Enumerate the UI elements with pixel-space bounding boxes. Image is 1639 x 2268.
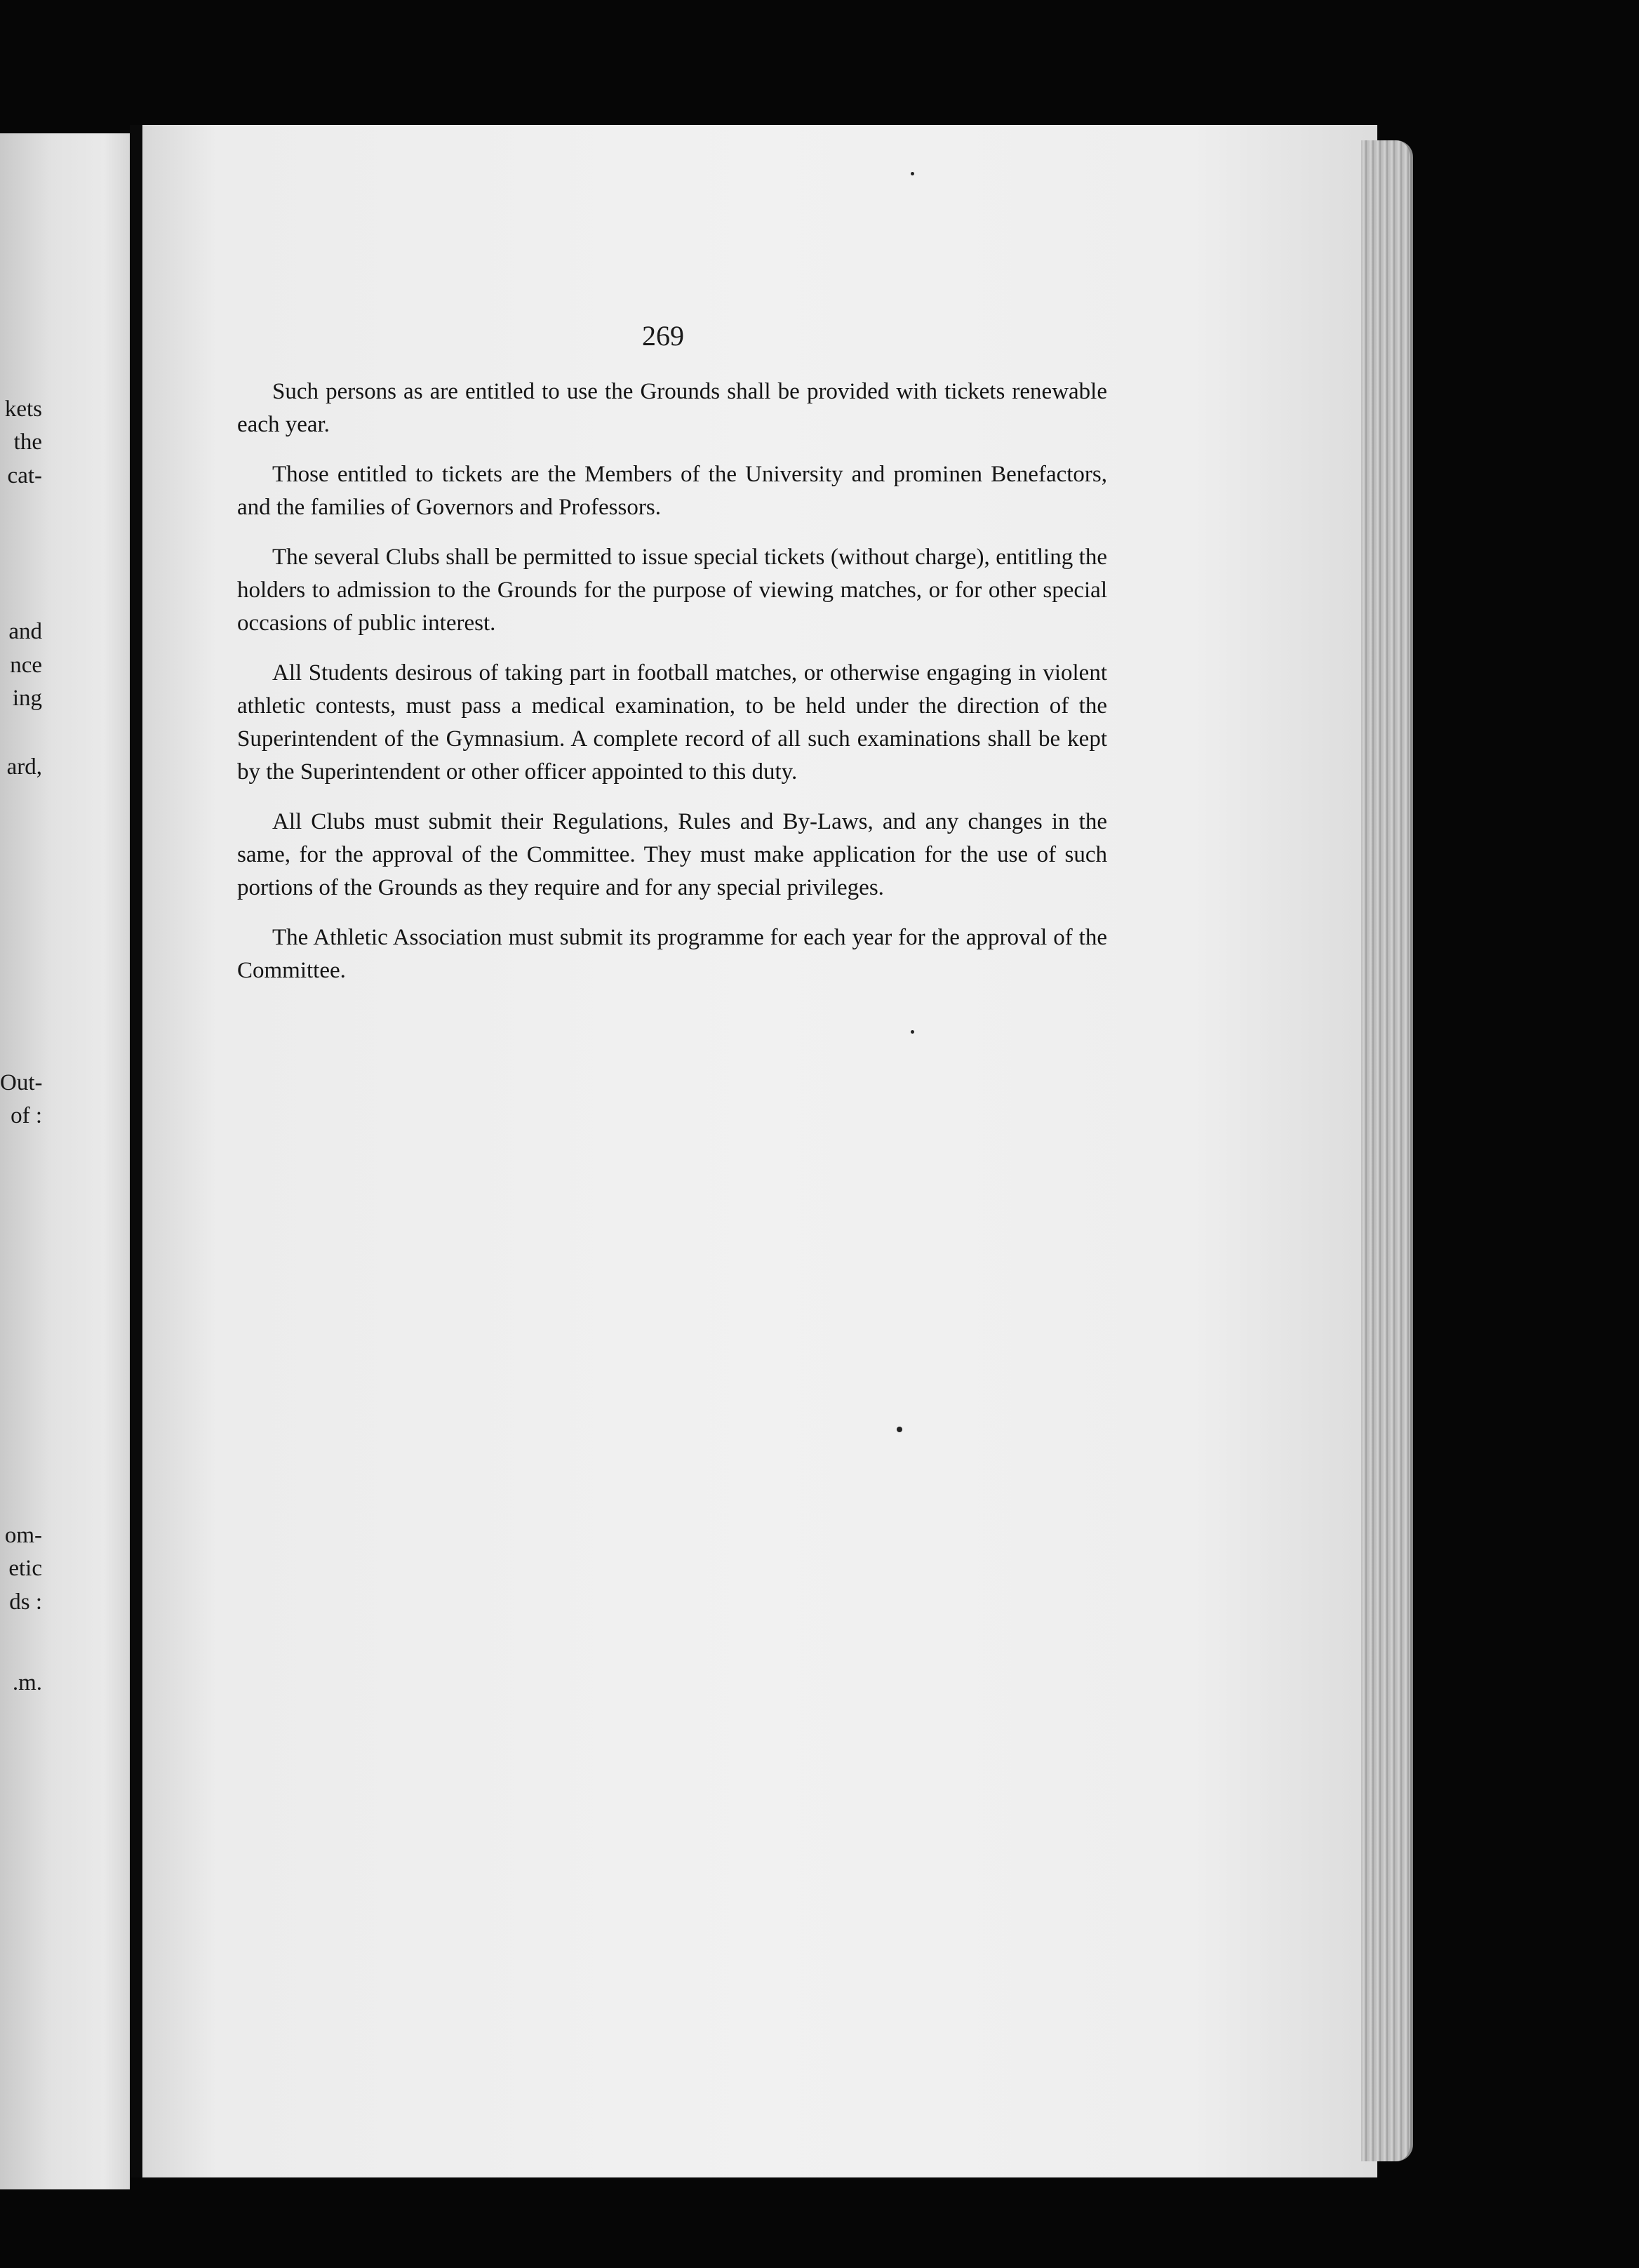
page-edges [1361,140,1413,2161]
ink-speck [897,1427,902,1432]
left-fragment-line: ing [12,686,42,711]
paragraph-club-tickets: The several Clubs shall be permitted to issue special tickets (without charge), entitling the holders to admission to the Grounds for the purpose of viewing matches, or for other special occasions of public interest. [237,545,1107,636]
paragraph-ticket-holders: Those entitled to tickets are the Members of the University and prominen Benefactors, and the families of Governors and Professors. [237,462,1107,520]
left-fragment-line: nce [10,653,42,678]
paragraph-tickets: Such persons as are entitled to use the Grounds shall be provided with tickets renewable each year. [237,379,1107,437]
page-number: 269 [642,320,684,352]
left-fragment-line: ds : [9,1589,42,1615]
paragraph-club-rules: All Clubs must submit their Regulations, Rules and By-Laws, and any changes in the same, for the approval of the Committee. They must make application for the use of such portions of the Grounds as they require and for any special privileges. [237,809,1107,900]
left-fragment-line: cat- [7,463,42,488]
ink-speck [911,172,914,175]
paragraph-athletic-association: The Athletic Association must submit its programme for each year for the approval of the Committee. [237,925,1107,983]
page-body [237,375,1107,1004]
left-fragment-line: ard, [6,754,42,780]
book-gutter [130,125,142,2177]
ink-speck [911,1030,914,1034]
left-fragment-line: om- [4,1523,42,1548]
left-fragment-line: and [8,619,42,644]
left-page-fragment [0,133,130,2189]
left-fragment-line: etic [8,1556,42,1581]
left-fragment-line: of : [11,1103,42,1128]
left-fragment-line: .m. [12,1670,42,1695]
left-fragment-line: the [13,429,42,455]
paragraph-medical-exam: All Students desirous of taking part in football matches, or otherwise engaging in violent athletic contests, must pass a medical examination, to be held under the direction of the Superintendent of the Gymnasium. A complete record of all such examinations shall be kept by the Superintendent or other officer appointed to this duty. [237,660,1107,785]
left-fragment-line: Out- [0,1070,42,1095]
left-fragment-line: kets [4,396,42,422]
